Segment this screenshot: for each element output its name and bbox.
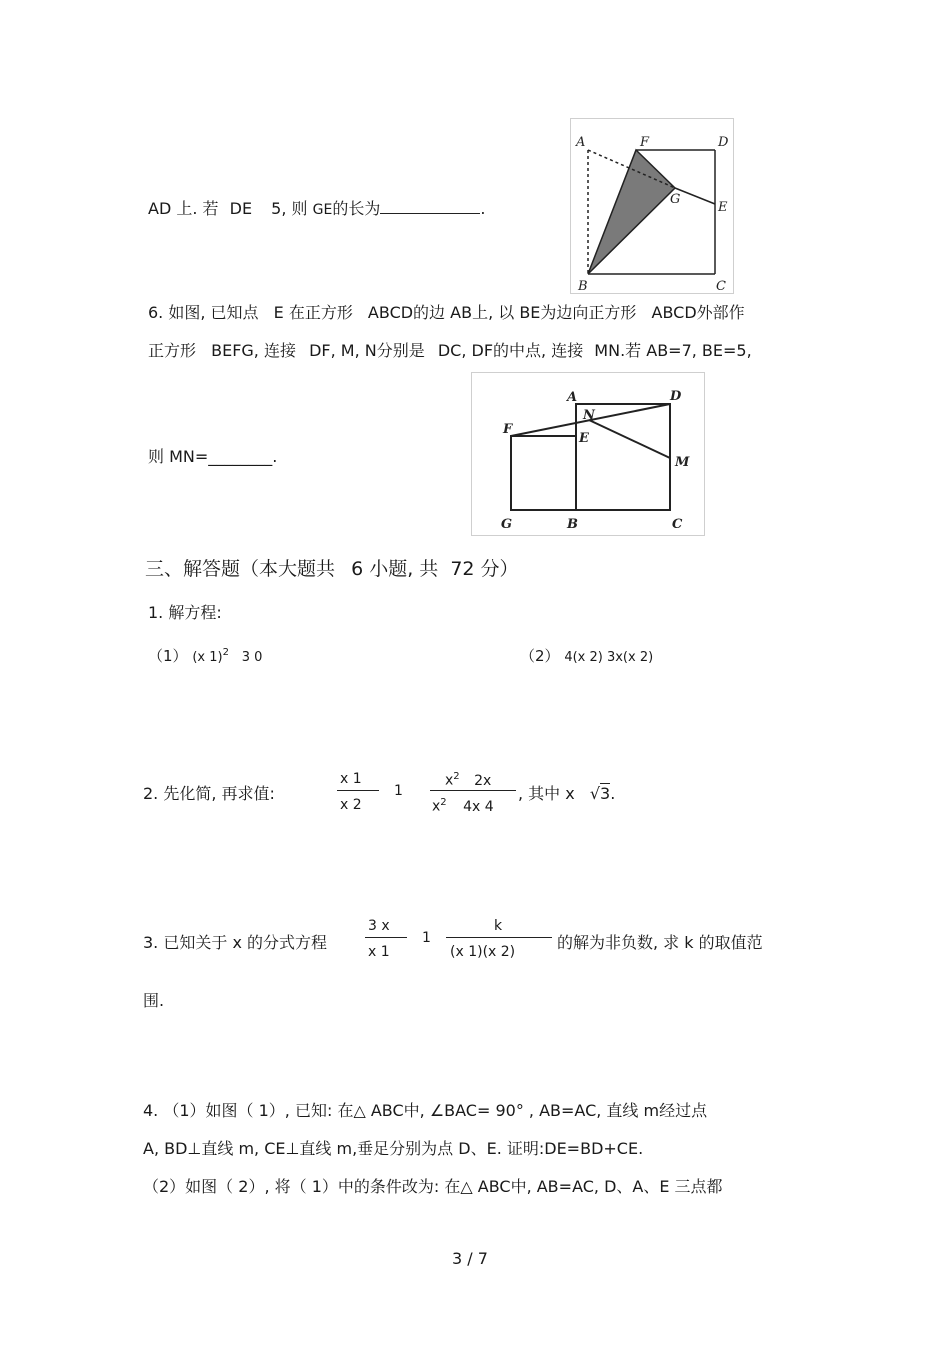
p3-frac1-num: 3 x bbox=[368, 918, 390, 934]
section-title bbox=[145, 554, 519, 581]
q5-text-len: 的长为 bbox=[332, 199, 381, 218]
p1-a-rest: 3 0 bbox=[241, 650, 263, 665]
p2-sqrt-val: 3 bbox=[600, 784, 611, 803]
page-number: 3 / 7 bbox=[452, 1249, 488, 1268]
p4-line3: （2）如图（ 2）, 将（ 1）中的条件改为: 在△ ABC中, AB=AC, D、A、E 三点都 bbox=[143, 1177, 723, 1196]
p1-b-label: （2） bbox=[520, 647, 560, 665]
figure-two-squares bbox=[471, 372, 705, 536]
p1-b-expr: 4(x 2) 3x(x 2) bbox=[564, 650, 654, 665]
q5-text-ad: AD 上. 若 bbox=[148, 199, 219, 218]
q5-answer-blank bbox=[380, 199, 480, 214]
p3-one: 1 bbox=[422, 930, 431, 946]
label-a: A bbox=[576, 135, 586, 150]
p2-frac2-num bbox=[445, 771, 491, 789]
q6-l2c: DF, M, N分别是 bbox=[309, 341, 425, 360]
q6-l2a: 正方形 bbox=[148, 341, 197, 360]
p3-frac2-bar bbox=[446, 937, 552, 938]
p1-part1 bbox=[148, 645, 262, 666]
q6-line2 bbox=[148, 338, 752, 361]
q6-l1b: E 在正方形 bbox=[273, 303, 353, 322]
p3-lead: 3. 已知关于 x 的分式方程 bbox=[143, 933, 327, 952]
sqrt-icon: √ bbox=[589, 784, 601, 803]
label-b: B bbox=[578, 279, 588, 294]
q6-l1c: ABCD的边 AB上, 以 BE为边向正方形 bbox=[367, 303, 637, 322]
p3-frac1-den: x 1 bbox=[368, 944, 390, 960]
p3-line2: 围. bbox=[143, 991, 165, 1010]
section-title-c: 72 分） bbox=[450, 558, 519, 580]
p2-f2-num-sup: 2 bbox=[453, 771, 460, 782]
p2-frac1-bar bbox=[337, 790, 379, 791]
label-c: C bbox=[716, 279, 726, 294]
p1-title: 1. 解方程: bbox=[148, 603, 222, 622]
p3-frac2-den: (x 1)(x 2) bbox=[450, 944, 516, 960]
section-title-a: 三、解答题（本大题共 bbox=[145, 558, 336, 580]
label-c: C bbox=[672, 517, 683, 532]
p3-frac2-num: k bbox=[494, 918, 503, 934]
q6-line3: 则 MN=________. bbox=[148, 447, 278, 466]
q6-l2b: BEFG, 连接 bbox=[211, 341, 296, 360]
p4-line2: A, BD⊥直线 m, CE⊥直线 m,垂足分别为点 D、E. 证明:DE=BD+CE. bbox=[143, 1139, 644, 1158]
q5-text-ge: GE bbox=[312, 202, 333, 218]
p2-frac1-num: x 1 bbox=[340, 771, 362, 787]
p2-one: 1 bbox=[394, 783, 403, 799]
p2-end: . bbox=[610, 784, 616, 803]
q6-l1d: ABCD外部作 bbox=[651, 303, 745, 322]
p2-frac2-den bbox=[432, 797, 494, 815]
figure-square-fold bbox=[570, 118, 734, 294]
label-g: G bbox=[501, 517, 513, 532]
label-n: N bbox=[583, 408, 595, 423]
p1-a-expr: (x 1) bbox=[192, 650, 223, 665]
label-f: F bbox=[640, 135, 650, 150]
q5-tail-line bbox=[148, 196, 485, 219]
p3-frac1-bar bbox=[365, 937, 407, 938]
p2-lead: 2. 先化简, 再求值: bbox=[143, 784, 275, 803]
section-title-b: 6 小题, 共 bbox=[351, 558, 439, 580]
p2-f2-den-x: x bbox=[432, 798, 441, 815]
p2-f2-num-x: x bbox=[445, 772, 454, 789]
p2-f2-den-rest: 4x 4 bbox=[463, 798, 494, 815]
q6-l2d: DC, DF的中点, 连接 bbox=[437, 341, 584, 360]
label-f: F bbox=[503, 422, 513, 437]
q6-line1 bbox=[148, 300, 745, 323]
p1-part2 bbox=[520, 645, 653, 666]
p2-tail-text: , 其中 x bbox=[518, 784, 575, 803]
q5-text-five: 5 bbox=[271, 199, 282, 218]
p2-frac2-bar bbox=[430, 790, 516, 791]
label-d: D bbox=[718, 135, 729, 150]
q5-text-then: , 则 bbox=[281, 199, 308, 218]
label-g: G bbox=[670, 192, 681, 207]
label-a: A bbox=[567, 390, 578, 405]
label-b: B bbox=[567, 517, 578, 532]
p2-f2-num-rest: 2x bbox=[474, 772, 492, 789]
shaded-triangle bbox=[588, 150, 675, 274]
q5-period: . bbox=[480, 199, 486, 218]
label-m: M bbox=[675, 455, 690, 470]
p1-a-label: （1） bbox=[148, 647, 188, 665]
p2-tail bbox=[518, 781, 615, 804]
label-e: E bbox=[579, 431, 589, 446]
p2-frac1-den: x 2 bbox=[340, 797, 362, 813]
p2-f2-den-sup: 2 bbox=[440, 797, 447, 808]
q6-l1a: 6. 如图, 已知点 bbox=[148, 303, 259, 322]
p1-a-sup: 2 bbox=[222, 647, 229, 658]
q6-l2e: MN.若 AB=7, BE=5, bbox=[594, 341, 752, 360]
p3-tail: 的解为非负数, 求 k 的取值范 bbox=[557, 933, 763, 952]
q5-text-de: DE bbox=[229, 199, 253, 218]
p4-line1: 4. （1）如图（ 1）, 已知: 在△ ABC中, ∠BAC= 90° , AB=AC, 直线 m经过点 bbox=[143, 1101, 708, 1120]
label-e: E bbox=[718, 200, 728, 215]
label-d: D bbox=[670, 389, 682, 404]
